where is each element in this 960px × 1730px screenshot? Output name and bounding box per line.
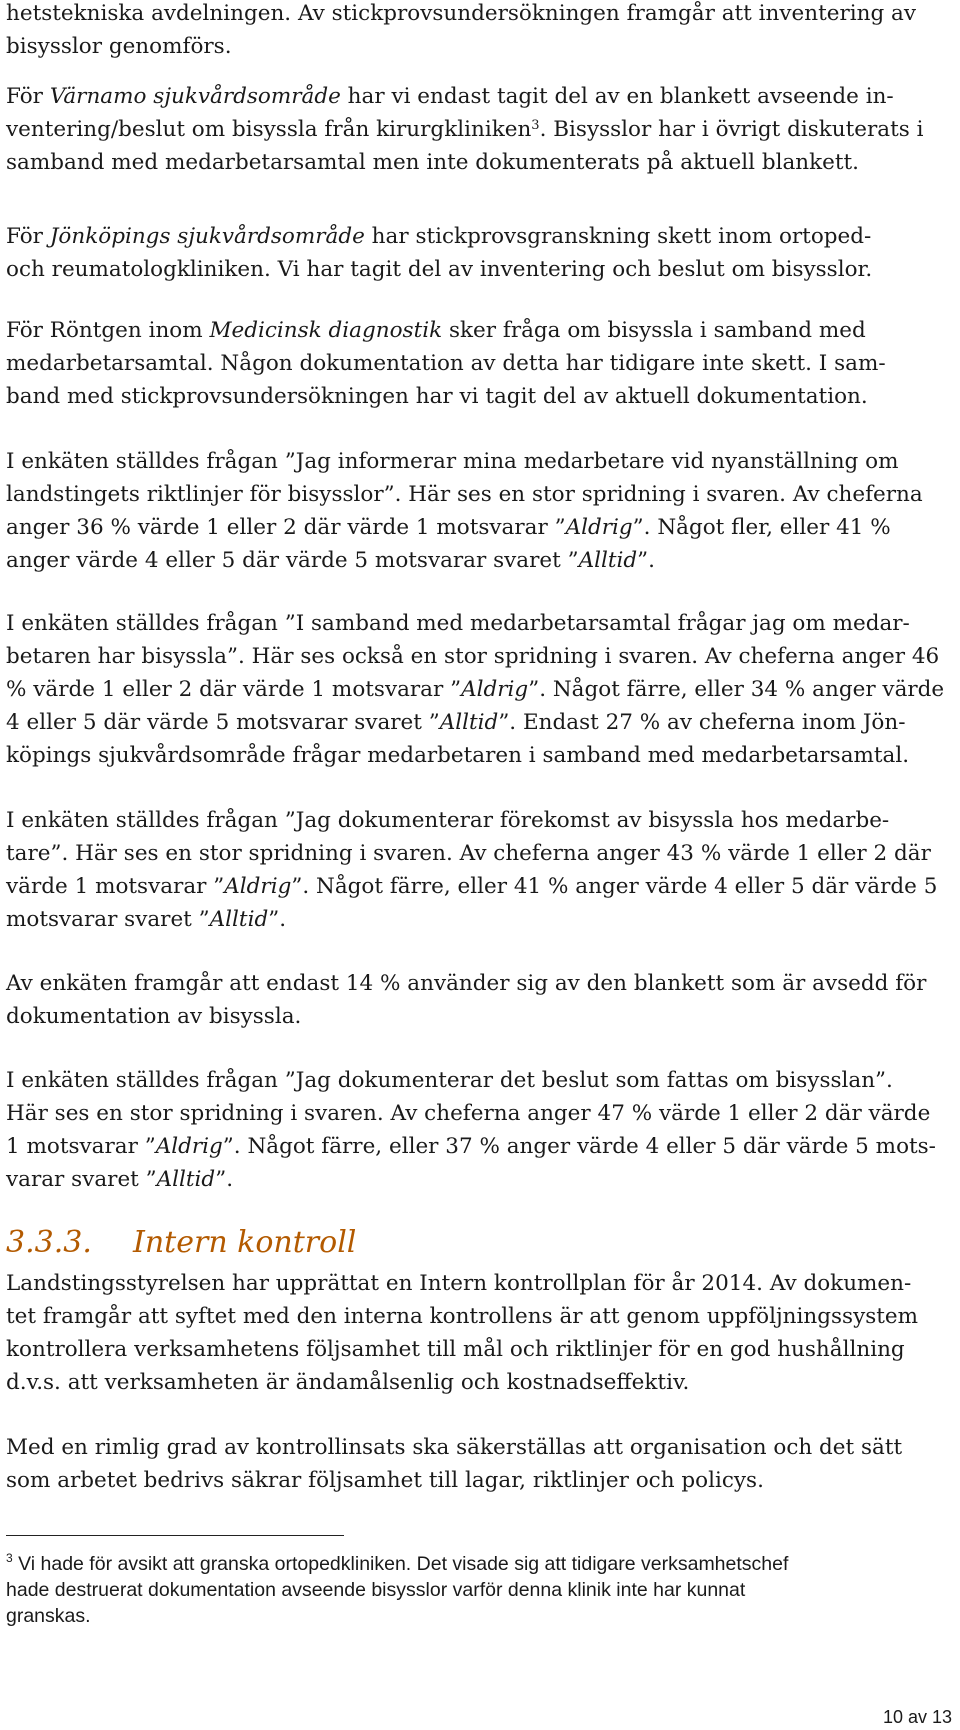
paragraph-survey-1	[6, 445, 946, 577]
paragraph-survey-3	[6, 804, 946, 936]
text-line: som arbetet bedrivs säkrar följsamhet till lagar, riktlinjer och policys.	[6, 1468, 764, 1493]
text-line: värde 1 motsvarar ”Aldrig”. Något färre, eller 41 % anger värde 4 eller 5 där värde 5	[6, 874, 938, 899]
paragraph-jonkoping	[6, 220, 946, 286]
text-line: För Jönköpings sjukvårdsområde har stickprovsgranskning skett inom ortoped-	[6, 224, 872, 249]
paragraph-1	[6, 0, 946, 63]
text-line: bisysslor genomförs.	[6, 34, 232, 59]
paragraph-rontgen	[6, 314, 946, 413]
section-title: Intern kontroll	[133, 1225, 357, 1260]
text-line: band med stickprovsundersökningen har vi tagit del av aktuell dokumentation.	[6, 384, 868, 409]
text-line: tare”. Här ses en stor spridning i svaren. Av cheferna anger 43 % värde 1 eller 2 där	[6, 841, 931, 866]
footnote-text: Vi hade för avsikt att granska ortopedkliniken. Det visade sig att tidigare verksamhetschef	[18, 1553, 789, 1575]
text-line: För Röntgen inom Medicinsk diagnostik sker fråga om bisyssla i samband med	[6, 318, 866, 343]
footnote-line: hade destruerat dokumentation avseende bisysslor varför denna klinik inte har kunnat	[6, 1579, 746, 1601]
text-line: tet framgår att syftet med den interna kontrollens är att genom uppföljningssystem	[6, 1304, 918, 1329]
footnote-line	[6, 1545, 946, 1577]
text-line: anger värde 4 eller 5 där värde 5 motsvarar svaret ”Alltid”.	[6, 548, 655, 573]
text-line: I enkäten ställdes frågan ”Jag dokumenterar förekomst av bisyssla hos medarbe-	[6, 808, 890, 833]
text-line: anger 36 % värde 1 eller 2 där värde 1 motsvarar ”Aldrig”. Något fler, eller 41 %	[6, 515, 891, 540]
footnote-marker: 3	[6, 1551, 13, 1565]
footnote-line: granskas.	[6, 1605, 91, 1627]
section-heading	[6, 1223, 356, 1263]
footnote-ref: 3	[531, 118, 540, 133]
text-line: hetstekniska avdelningen. Av stickprovsundersökningen framgår att inventering av	[6, 1, 917, 26]
text-line: medarbetarsamtal. Någon dokumentation av detta har tidigare inte skett. I sam-	[6, 351, 886, 376]
text-line: 1 motsvarar ”Aldrig”. Något färre, eller 37 % anger värde 4 eller 5 där värde 5 mots-	[6, 1134, 936, 1159]
text-line: 4 eller 5 där värde 5 motsvarar svaret ”Alltid”. Endast 27 % av cheferna inom Jön-	[6, 710, 906, 735]
text-line: ventering/beslut om bisyssla från kirurgkliniken$^3$. Bisysslor har i övrigt diskuterats i	[6, 117, 924, 142]
text-line: Landstingsstyrelsen har upprättat en Intern kontrollplan för år 2014. Av dokumen-	[6, 1271, 912, 1296]
footnote	[6, 1545, 946, 1629]
text-line: Av enkäten framgår att endast 14 % använder sig av den blankett som är avsedd för	[6, 971, 927, 996]
paragraph-intern-kontroll-2	[6, 1431, 946, 1497]
text-line: motsvarar svaret ”Alltid”.	[6, 907, 287, 932]
text-line: Här ses en stor spridning i svaren. Av cheferna anger 47 % värde 1 eller 2 där värde	[6, 1101, 931, 1126]
paragraph-survey-2	[6, 607, 946, 772]
text-line: För Värnamo sjukvårdsområde har vi endast tagit del av en blankett avseende in-	[6, 84, 894, 109]
text-line: d.v.s. att verksamheten är ändamålsenlig och kostnadseffektiv.	[6, 1370, 690, 1395]
text-line: I enkäten ställdes frågan ”Jag informerar mina medarbetare vid nyanställning om	[6, 449, 899, 474]
text-line: betaren har bisyssla”. Här ses också en stor spridning i svaren. Av cheferna anger 46	[6, 644, 940, 669]
text-line: I enkäten ställdes frågan ”I samband med medarbetarsamtal frågar jag om medar-	[6, 611, 910, 636]
text-line: samband med medarbetarsamtal men inte dokumenterats på aktuell blankett.	[6, 150, 860, 175]
paragraph-varnamo	[6, 80, 946, 179]
text-line: landstingets riktlinjer för bisysslor”. Här ses en stor spridning i svaren. Av cheferna	[6, 482, 923, 507]
text-line: Med en rimlig grad av kontrollinsats ska säkerställas att organisation och det sätt	[6, 1435, 903, 1460]
paragraph-intern-kontroll-1	[6, 1267, 946, 1399]
text-line: % värde 1 eller 2 där värde 1 motsvarar ”Aldrig”. Något färre, eller 34 % anger värde	[6, 677, 945, 702]
text-line: kontrollera verksamhetens följsamhet till mål och riktlinjer för en god hushållning	[6, 1337, 905, 1362]
footnote-divider	[6, 1535, 344, 1536]
text-line: köpings sjukvårdsområde frågar medarbetaren i samband med medarbetarsamtal.	[6, 743, 910, 768]
text-line: I enkäten ställdes frågan ”Jag dokumenterar det beslut som fattas om bisysslan”.	[6, 1068, 893, 1093]
section-number: 3.3.3.	[6, 1225, 92, 1260]
paragraph-survey-5	[6, 1064, 946, 1196]
text-line: dokumentation av bisyssla.	[6, 1004, 302, 1029]
text-line: varar svaret ”Alltid”.	[6, 1167, 234, 1192]
paragraph-survey-4	[6, 967, 946, 1033]
page-number: 10 av 13	[882, 1707, 952, 1727]
text-line: och reumatologkliniken. Vi har tagit del av inventering och beslut om bisysslor.	[6, 257, 873, 282]
